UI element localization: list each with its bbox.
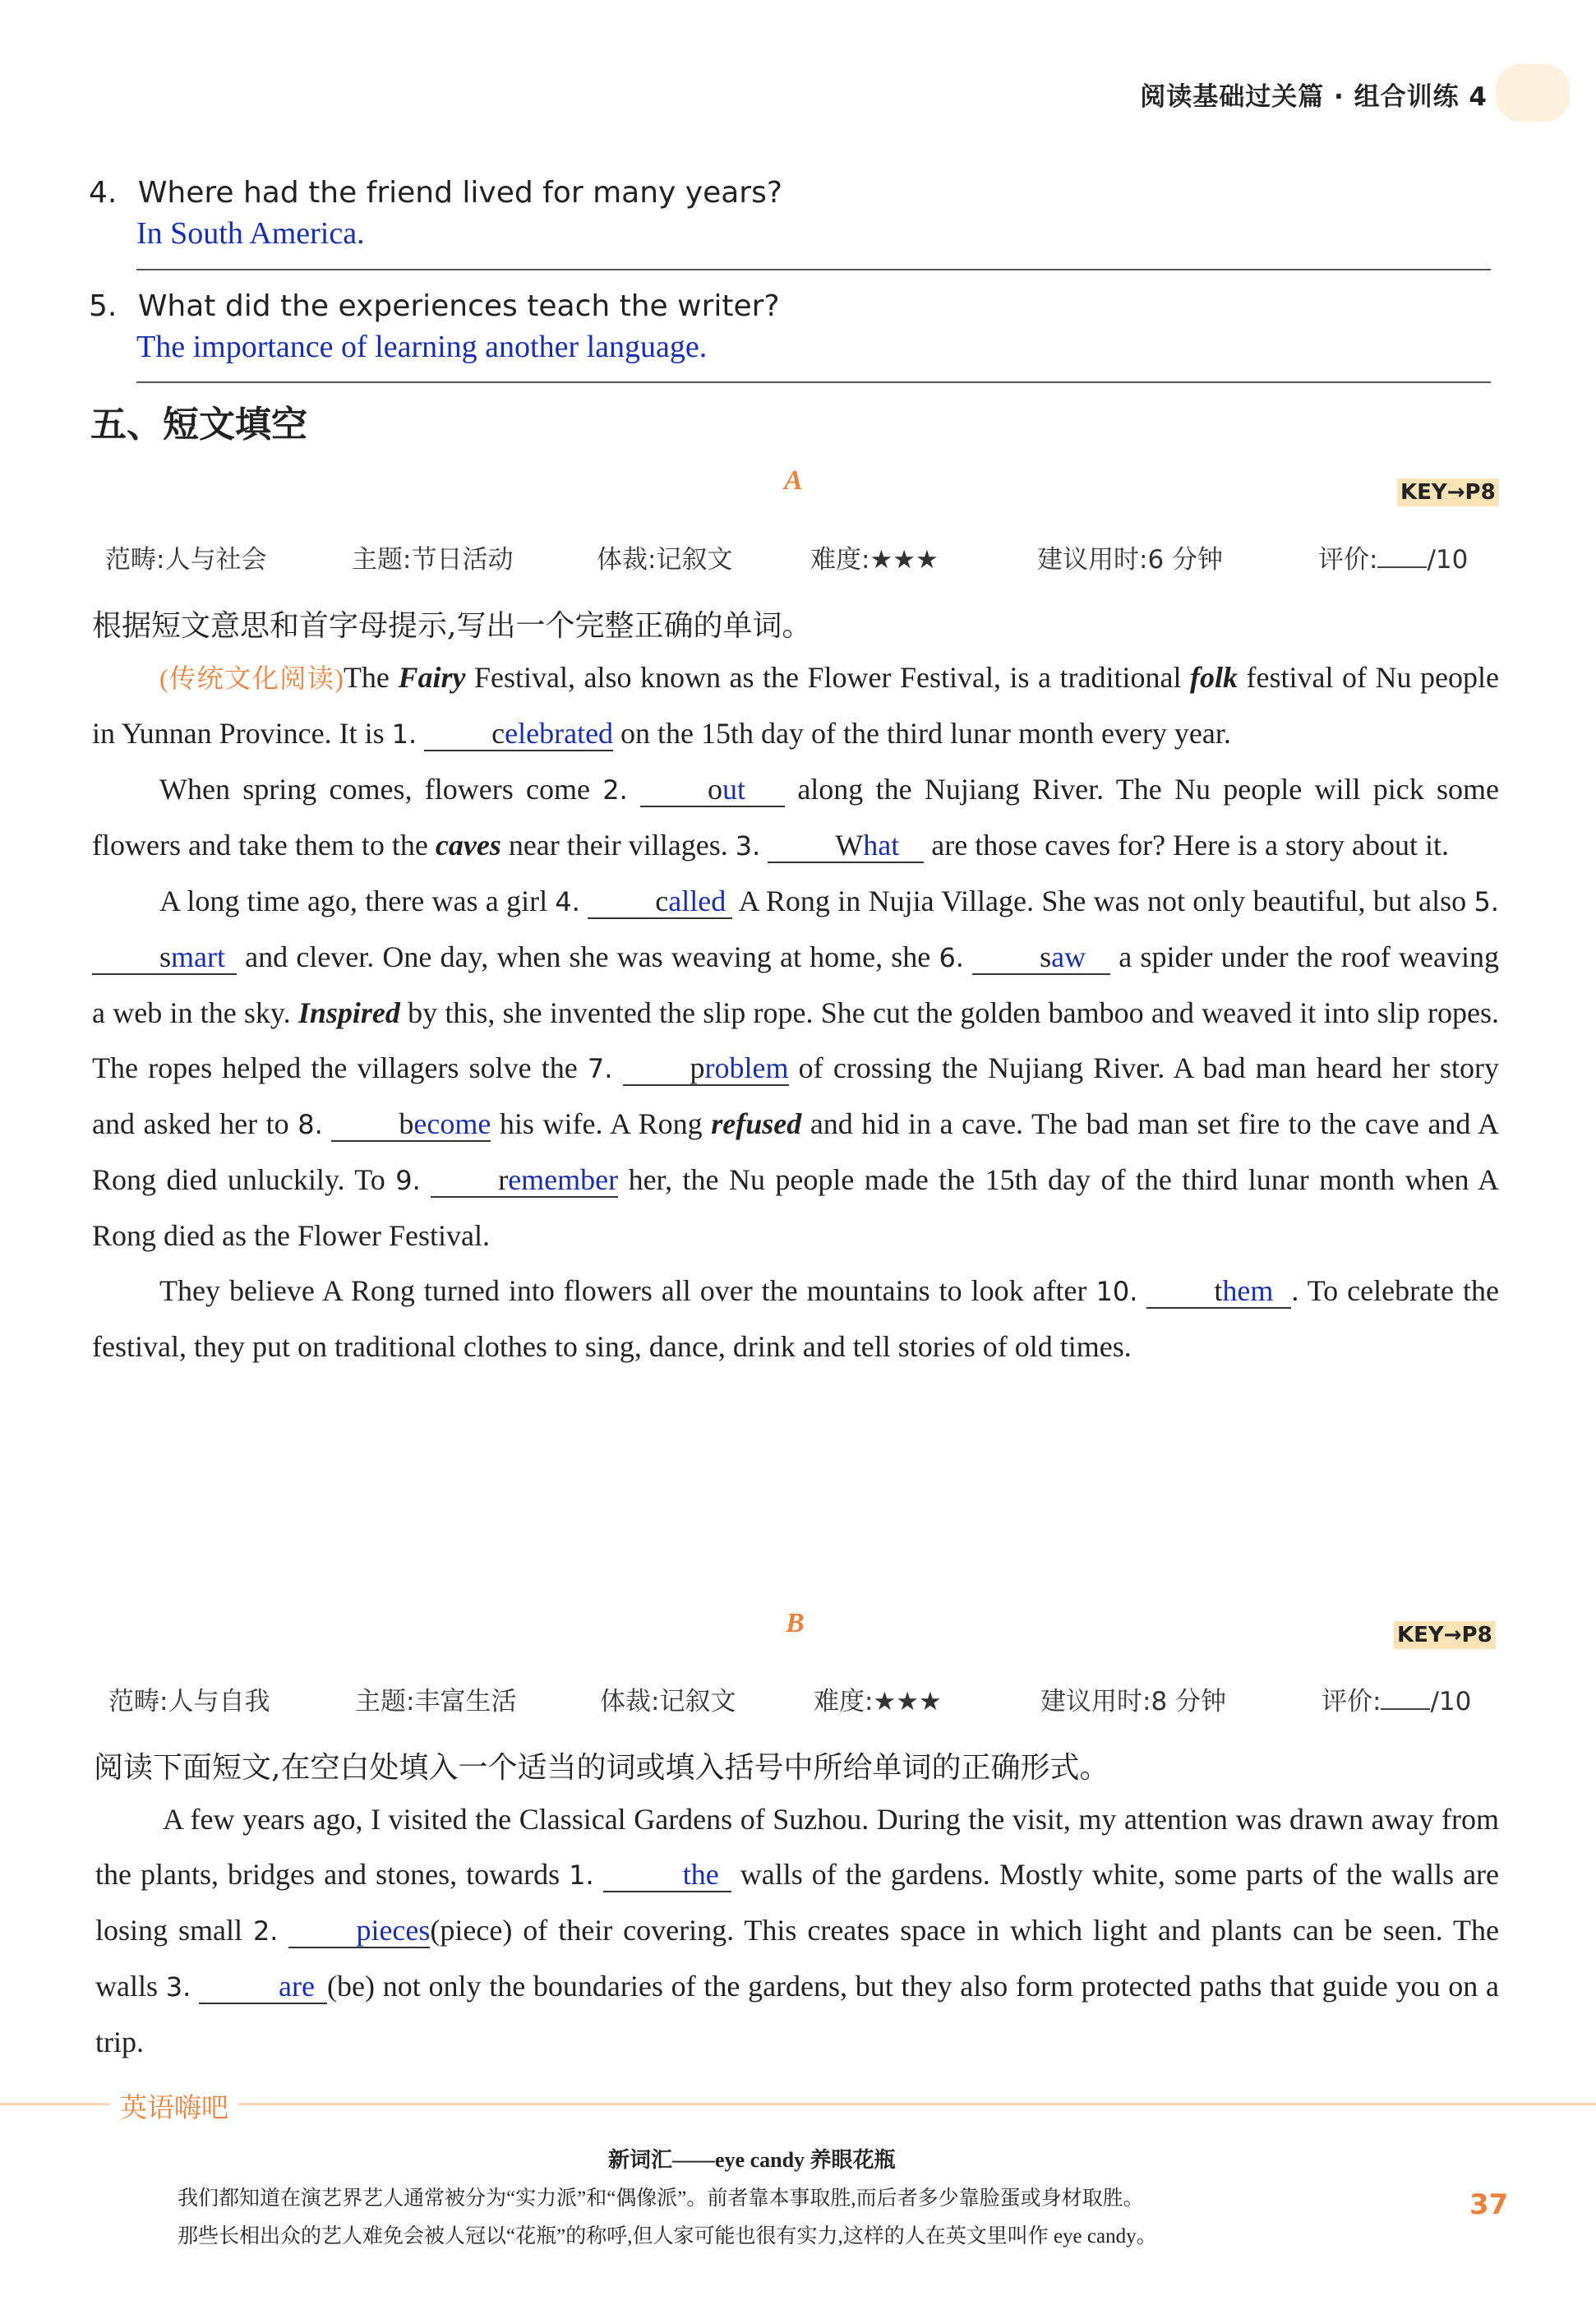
- blank-answer: aw: [1051, 940, 1086, 973]
- passage-a-key: KEY→P8: [1397, 478, 1499, 506]
- passage-b-instruction: 阅读下面短文,在空白处填入一个适当的词或填入括号中所给单词的正确形式。: [94, 1751, 1109, 1785]
- text: A Rong in Nujia Village. She was not only beautiful, but also: [732, 885, 1474, 917]
- score-blank[interactable]: [1377, 566, 1427, 568]
- bold-word: Inspired: [298, 996, 400, 1029]
- blank-answer: alled: [668, 885, 727, 917]
- passage-b-key: KEY→P8: [1394, 1621, 1496, 1649]
- text: on the 15th day of the third lunar month every year.: [613, 717, 1231, 750]
- paragraph: [92, 874, 1499, 1264]
- blank-answer: ecome: [413, 1107, 491, 1140]
- blank-hint: r: [498, 1163, 509, 1196]
- meta-genre: 体裁:记叙文: [600, 1687, 736, 1716]
- blank-number: 3.: [735, 830, 761, 862]
- text: When spring comes, flowers come: [159, 773, 603, 806]
- meta-score: [1318, 538, 1468, 575]
- passage-b-label: B: [786, 1608, 805, 1638]
- blank-number: 5.: [1474, 886, 1499, 917]
- question-4: [89, 176, 782, 210]
- paragraph: [92, 1264, 1499, 1374]
- meta-category: 范畴:人与自我: [108, 1687, 270, 1716]
- blank-hint: t: [1214, 1274, 1223, 1307]
- passage-b-text: [95, 1792, 1499, 2070]
- blank-number: 6.: [939, 942, 964, 973]
- text: and hid in a cave. The bad man set fire to the cave and A Rong died unluckily. To: [92, 1107, 1500, 1196]
- blank-5[interactable]: [92, 940, 237, 975]
- footer-divider: [0, 2103, 1596, 2105]
- blank-answer: mart: [171, 940, 225, 973]
- text: her, the Nu people made the 15th day of the third lunar month when A Rong died as the Flower Festival.: [92, 1163, 1499, 1252]
- meta-time: 建议用时:8 分钟: [1040, 1687, 1227, 1716]
- blank-number: 3.: [165, 1971, 191, 2003]
- meta-category: 范畴:人与社会: [105, 545, 267, 575]
- bold-word: refused: [711, 1107, 802, 1140]
- meta-difficulty: 难度:★★★: [814, 1687, 942, 1716]
- blank-answer: emember: [508, 1163, 619, 1196]
- blank-9[interactable]: [431, 1163, 618, 1198]
- text: (piece) of their covering. This creates space in which light and plants can be seen. The walls: [95, 1914, 1500, 2003]
- blank-number: 9.: [395, 1165, 421, 1196]
- blank-number: 4.: [555, 886, 580, 917]
- score-total: /10: [1430, 1687, 1472, 1716]
- blank-number: 7.: [587, 1053, 613, 1084]
- blank-number: 1.: [569, 1860, 594, 1891]
- blank-b2[interactable]: [288, 1914, 430, 1948]
- paragraph: [95, 1792, 1499, 2070]
- text: A long time ago, there was a girl: [159, 885, 556, 917]
- meta-theme: 主题:丰富生活: [355, 1687, 517, 1716]
- blank-hint: s: [159, 940, 172, 973]
- blank-answer: pieces: [356, 1914, 431, 1947]
- text: They believe A Rong turned into flowers all over the mountains to look after: [159, 1274, 1096, 1307]
- blank-6[interactable]: [972, 940, 1110, 975]
- meta-score: [1322, 1680, 1471, 1717]
- meta-difficulty: 难度:★★★: [810, 545, 939, 575]
- question-number: 4.: [89, 176, 118, 210]
- blank-answer: are: [279, 1970, 315, 2003]
- blank-3[interactable]: [768, 829, 924, 863]
- score-label: 评价:: [1322, 1687, 1382, 1716]
- text: along the Nujiang River. The Nu people will pick some flowers and take them to the: [92, 773, 1499, 862]
- question-text: What did the experiences teach the writer?: [137, 289, 780, 323]
- text: are those caves for? Here is a story about it.: [924, 829, 1450, 862]
- blank-hint: c: [655, 885, 669, 917]
- blank-answer: the: [682, 1858, 719, 1891]
- text: Festival, also known as the Flower Festival, is a traditional: [465, 661, 1191, 694]
- blank-number: 10.: [1096, 1276, 1138, 1307]
- blank-hint: W: [835, 829, 864, 862]
- text: near their villages.: [500, 829, 736, 862]
- text: A few years ago, I visited the Classical Gardens of Suzhou. During the visit, my attention was drawn away from the plants, bridges and stones, towards: [95, 1803, 1499, 1891]
- blank-2[interactable]: [640, 773, 785, 807]
- passage-a-instruction: 根据短文意思和首字母提示,写出一个完整正确的单词。: [92, 609, 812, 643]
- blank-hint: o: [708, 773, 723, 806]
- page-header-title: 阅读基础过关篇 · 组合训练 4: [1140, 82, 1488, 112]
- text: (be) not only the boundaries of the gardens, but they also form protected paths that guide you on a trip.: [95, 1970, 1499, 2058]
- text: festival of Nu people in Yunnan Province. It is: [92, 661, 1500, 750]
- bold-word: caves: [435, 829, 501, 862]
- meta-genre: 体裁:记叙文: [597, 545, 733, 575]
- question-5: [89, 289, 780, 323]
- blank-hint: b: [399, 1107, 414, 1140]
- blank-answer: roblem: [704, 1051, 789, 1084]
- blank-7[interactable]: [623, 1051, 789, 1086]
- text: by this, she invented the slip rope. She cut the golden bamboo and weaved it into slip ropes. The ropes helped the villagers solve the: [92, 996, 1499, 1084]
- blank-number: 2.: [602, 774, 628, 806]
- score-blank[interactable]: [1381, 1708, 1430, 1710]
- blank-b3[interactable]: [199, 1970, 327, 2004]
- blank-hint: c: [491, 717, 505, 750]
- score-label: 评价:: [1318, 545, 1378, 575]
- passage-a-text: [92, 650, 1499, 1374]
- passage-a-label: A: [784, 465, 803, 496]
- blank-8[interactable]: [331, 1107, 491, 1142]
- blank-answer: elebrated: [505, 717, 614, 750]
- blank-1[interactable]: [424, 717, 613, 751]
- blank-answer: hat: [863, 829, 900, 862]
- text: The: [343, 661, 399, 694]
- paragraph: [92, 650, 1499, 762]
- tip-line-1: 我们都知道在演艺界艺人通常被分为“实力派”和“偶像派”。前者靠本事取胜,而后者多少靠脸蛋或身材取胜。: [178, 2188, 1144, 2210]
- blank-answer: ut: [722, 773, 746, 806]
- answer-5: The importance of learning another language.: [136, 330, 708, 364]
- text: walls of the gardens. Mostly white, some parts of the walls are losing small: [95, 1858, 1500, 1947]
- paragraph: [92, 762, 1499, 874]
- blank-number: 1.: [391, 718, 417, 750]
- blank-hint: p: [690, 1051, 705, 1084]
- text: . To celebrate the festival, they put on traditional clothes to sing, dance, drink and tell stories of old times.: [92, 1274, 1499, 1363]
- answer-4: In South America.: [136, 216, 365, 251]
- blank-4[interactable]: [588, 885, 732, 919]
- tip-line-2: 那些长相出众的艺人难免会被人冠以“花瓶”的称呼,但人家可能也很有实力,这样的人在英文里叫作 eye candy。: [178, 2225, 1157, 2248]
- footer-label: 英语嗨吧: [110, 2086, 238, 2125]
- tip-title: 新词汇——eye candy 养眼花瓶: [608, 2148, 896, 2172]
- bold-word: folk: [1190, 661, 1239, 694]
- answer-line: [136, 269, 1491, 270]
- meta-theme: 主题:节日活动: [352, 545, 514, 575]
- page-number: 37: [1469, 2188, 1509, 2221]
- header-decoration: [1496, 64, 1570, 122]
- blank-number: 8.: [298, 1109, 323, 1140]
- answer-line: [136, 381, 1491, 383]
- blank-hint: s: [1040, 940, 1052, 973]
- text: his wife. A Rong: [491, 1107, 712, 1140]
- blank-number: 2.: [252, 1915, 279, 1947]
- blank-b1[interactable]: [603, 1858, 731, 1892]
- blank-answer: hem: [1222, 1274, 1274, 1307]
- question-text: Where had the friend lived for many years?: [137, 176, 782, 210]
- meta-time: 建议用时:6 分钟: [1037, 545, 1224, 575]
- question-number: 5.: [89, 289, 118, 323]
- score-total: /10: [1427, 545, 1469, 575]
- text: a spider under the roof weaving a web in the sky.: [92, 940, 1499, 1029]
- section-title: 五、短文填空: [90, 404, 307, 446]
- text: of crossing the Nujiang River. A bad man heard her story and asked her to: [92, 1051, 1499, 1140]
- blank-10[interactable]: [1146, 1274, 1291, 1309]
- culture-tag: (传统文化阅读): [159, 663, 344, 693]
- text: and clever. One day, when she was weaving at home, she: [237, 940, 939, 973]
- bold-word: Fairy: [398, 661, 466, 694]
